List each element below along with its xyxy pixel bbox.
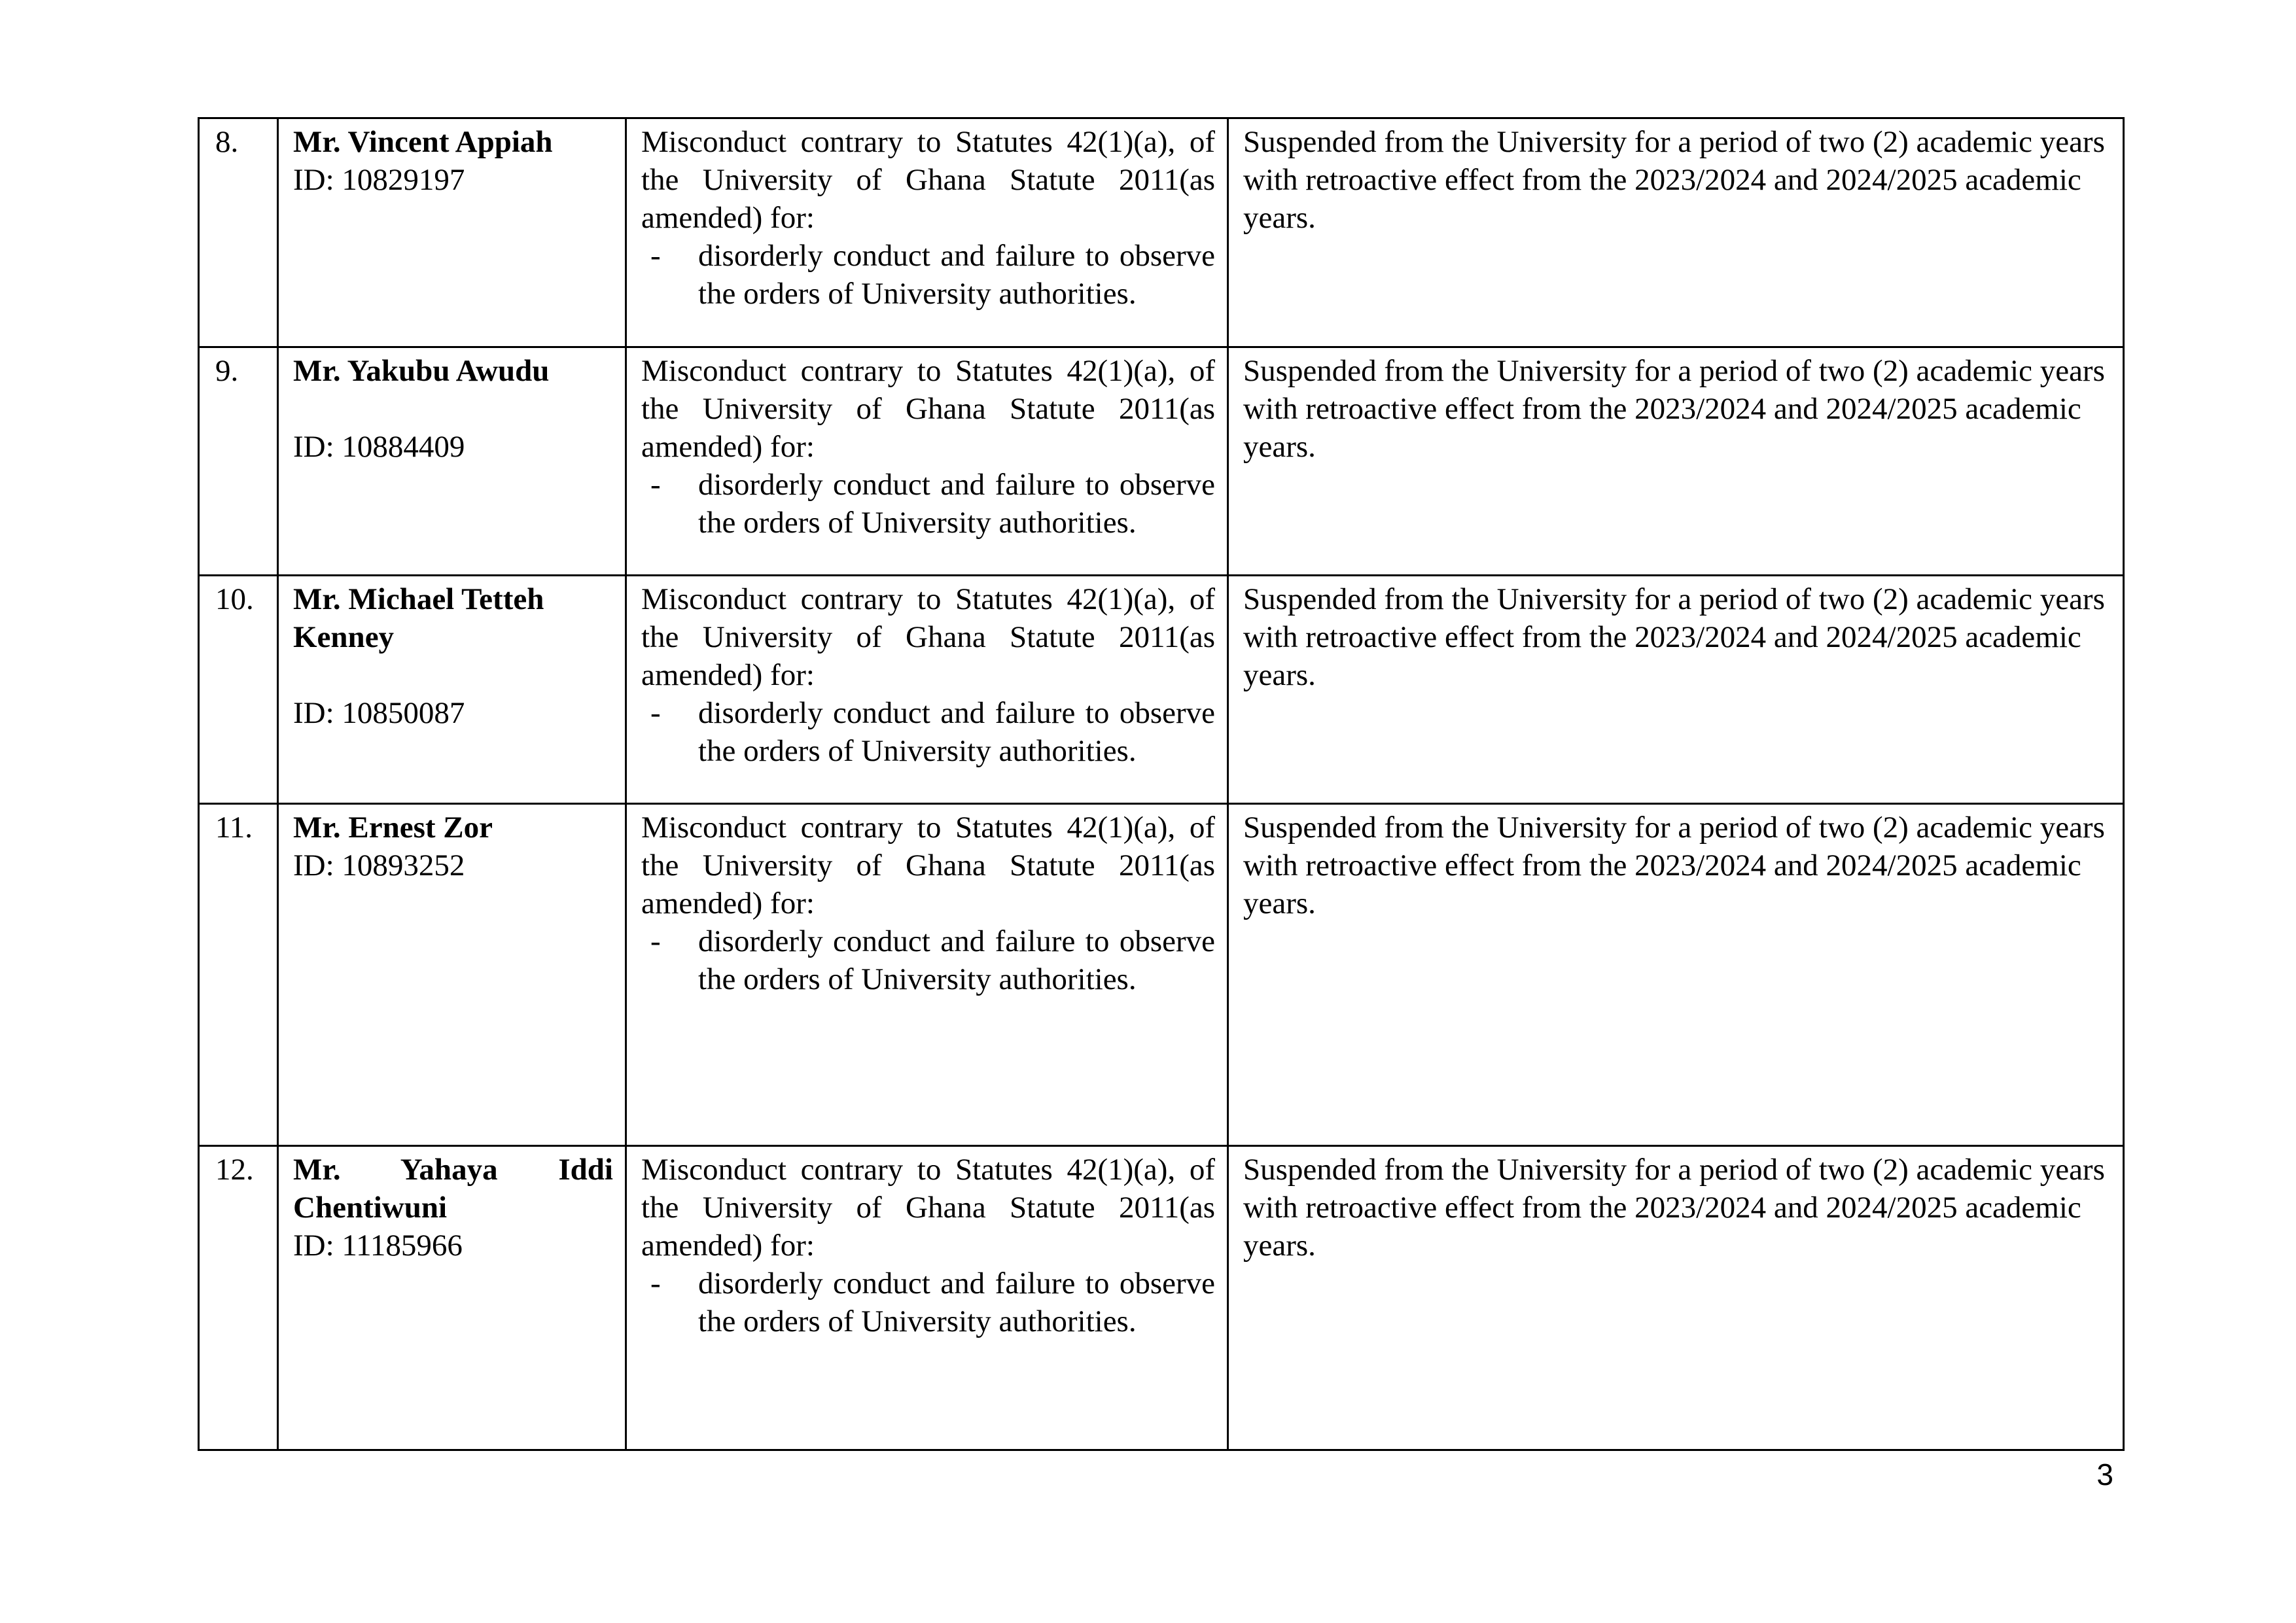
offence-cell <box>626 1146 1228 1450</box>
bullet-marker: - <box>650 1266 661 1300</box>
row-number: 8. <box>199 118 278 347</box>
student-cell <box>278 804 626 1146</box>
offence-bullet-text: disorderly conduct and failure to observe the orders of University authorities. <box>698 468 1215 540</box>
student-cell <box>278 118 626 347</box>
penalty-text: Suspended from the University for a period of two (2) academic years with retroactive effect from the 2023/2024 and 2024/2025 academic years. <box>1243 1153 2105 1263</box>
table-row <box>199 118 2124 347</box>
student-cell <box>278 347 626 576</box>
table-row <box>199 347 2124 576</box>
disciplinary-cases-table <box>198 117 2125 1451</box>
student-id: ID: 10893252 <box>293 848 465 882</box>
row-number: 12. <box>199 1146 278 1450</box>
penalty-cell <box>1228 576 2124 804</box>
row-number: 10. <box>199 576 278 804</box>
penalty-text: Suspended from the University for a period of two (2) academic years with retroactive effect from the 2023/2024 and 2024/2025 academic years. <box>1243 582 2105 692</box>
penalty-cell <box>1228 118 2124 347</box>
penalty-cell <box>1228 804 2124 1146</box>
table-row <box>199 1146 2124 1450</box>
student-cell <box>278 1146 626 1450</box>
student-name: Mr. Vincent Appiah <box>293 125 553 159</box>
offence-bullet-text: disorderly conduct and failure to observe the orders of University authorities. <box>698 924 1215 996</box>
offence-text: Misconduct contrary to Statutes 42(1)(a), of the University of Ghana Statute 2011(as amended) for: <box>641 354 1215 464</box>
offence-bullet <box>641 237 1215 313</box>
student-id: ID: 10829197 <box>293 163 465 197</box>
offence-text: Misconduct contrary to Statutes 42(1)(a), of the University of Ghana Statute 2011(as amended) for: <box>641 811 1215 920</box>
student-cell <box>278 576 626 804</box>
student-name: Mr. Ernest Zor <box>293 811 493 845</box>
offence-cell <box>626 576 1228 804</box>
bullet-marker: - <box>650 239 661 273</box>
penalty-cell <box>1228 347 2124 576</box>
offence-cell <box>626 347 1228 576</box>
row-number: 9. <box>199 347 278 576</box>
offence-bullet-text: disorderly conduct and failure to observe the orders of University authorities. <box>698 1266 1215 1338</box>
row-number: 11. <box>199 804 278 1146</box>
offence-text: Misconduct contrary to Statutes 42(1)(a), of the University of Ghana Statute 2011(as amended) for: <box>641 582 1215 692</box>
student-name: Mr. Yahaya Iddi Chentiwuni <box>293 1153 613 1225</box>
penalty-cell <box>1228 1146 2124 1450</box>
penalty-text: Suspended from the University for a period of two (2) academic years with retroactive effect from the 2023/2024 and 2024/2025 academic years. <box>1243 125 2105 235</box>
bullet-marker: - <box>650 468 661 502</box>
page-number: 3 <box>2096 1457 2113 1492</box>
offence-bullet-text: disorderly conduct and failure to observe the orders of University authorities. <box>698 696 1215 768</box>
offence-cell <box>626 118 1228 347</box>
penalty-text: Suspended from the University for a period of two (2) academic years with retroactive effect from the 2023/2024 and 2024/2025 academic years. <box>1243 811 2105 920</box>
table-row <box>199 576 2124 804</box>
student-name: Mr. Yakubu Awudu <box>293 354 550 388</box>
offence-bullet <box>641 922 1215 998</box>
student-id: ID: 10850087 <box>293 696 465 730</box>
bullet-marker: - <box>650 696 661 730</box>
offence-bullet <box>641 466 1215 542</box>
offence-cell <box>626 804 1228 1146</box>
table-row <box>199 804 2124 1146</box>
offence-bullet <box>641 694 1215 770</box>
student-id: ID: 10884409 <box>293 430 465 464</box>
offence-text: Misconduct contrary to Statutes 42(1)(a), of the University of Ghana Statute 2011(as amended) for: <box>641 125 1215 235</box>
offence-bullet <box>641 1265 1215 1340</box>
offence-text: Misconduct contrary to Statutes 42(1)(a), of the University of Ghana Statute 2011(as amended) for: <box>641 1153 1215 1263</box>
student-name: Mr. Michael Tetteh Kenney <box>293 582 544 654</box>
offence-bullet-text: disorderly conduct and failure to observe the orders of University authorities. <box>698 239 1215 311</box>
student-id: ID: 11185966 <box>293 1229 463 1263</box>
penalty-text: Suspended from the University for a period of two (2) academic years with retroactive effect from the 2023/2024 and 2024/2025 academic years. <box>1243 354 2105 464</box>
bullet-marker: - <box>650 924 661 958</box>
